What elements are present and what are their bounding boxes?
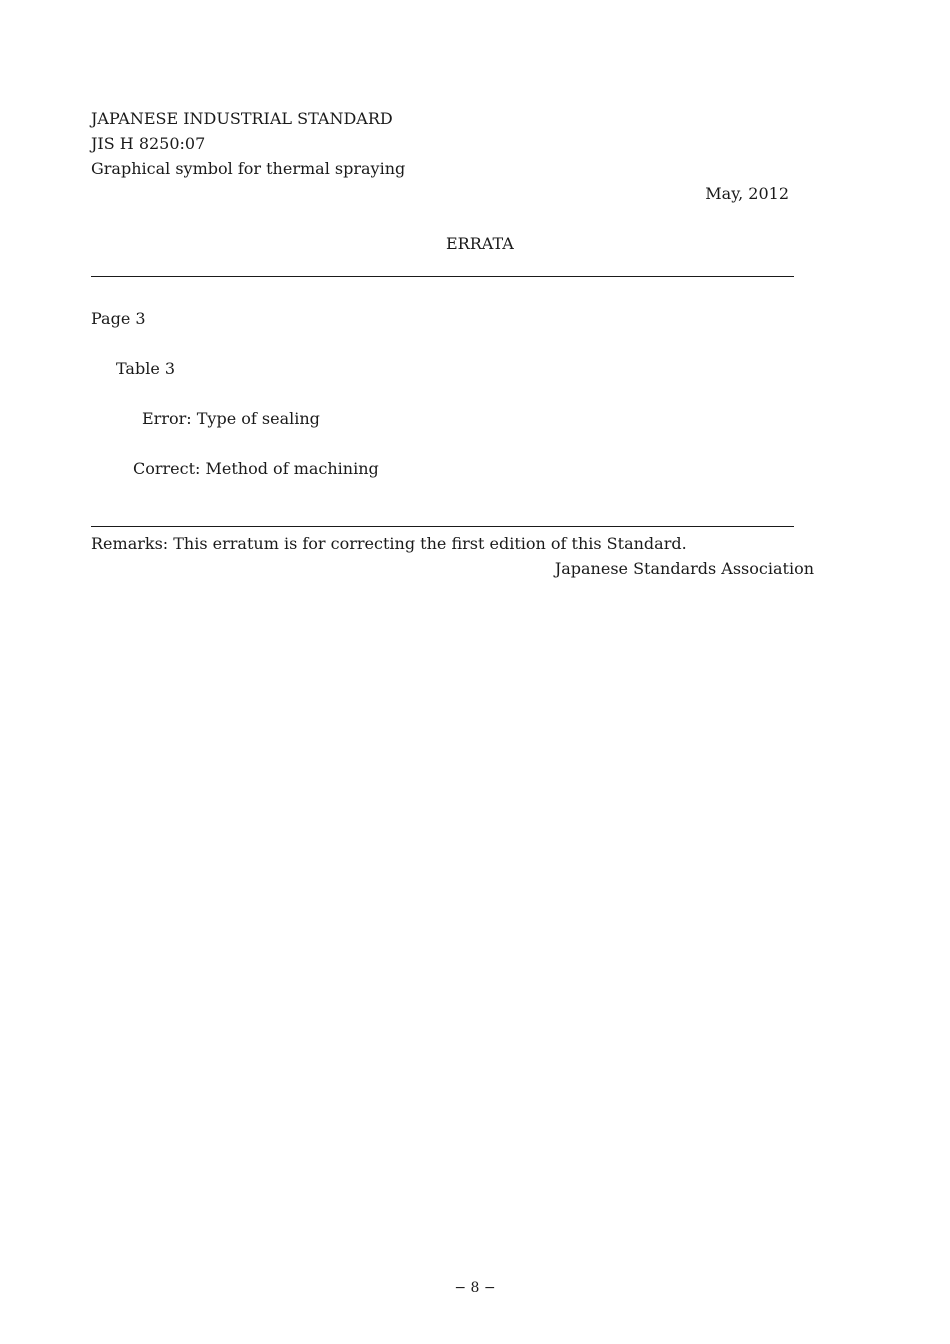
error-line: Error: Type of sealing — [142, 409, 320, 428]
page-number: − 8 − — [454, 1280, 496, 1296]
issuer: Japanese Standards Association — [554, 559, 814, 578]
top-divider — [91, 276, 794, 277]
standard-title: Graphical symbol for thermal spraying — [91, 159, 406, 178]
issue-date: May, 2012 — [705, 184, 789, 203]
standard-code: JIS H 8250:07 — [91, 134, 206, 153]
errata-heading: ERRATA — [446, 234, 514, 253]
standard-name: JAPANESE INDUSTRIAL STANDARD — [91, 109, 393, 128]
bottom-divider — [91, 526, 794, 527]
remarks: Remarks: This erratum is for correcting the first edition of this Standard. — [91, 534, 687, 553]
page-reference: Page 3 — [91, 309, 146, 328]
correct-line: Correct: Method of machining — [133, 459, 379, 478]
table-reference: Table 3 — [116, 359, 176, 378]
